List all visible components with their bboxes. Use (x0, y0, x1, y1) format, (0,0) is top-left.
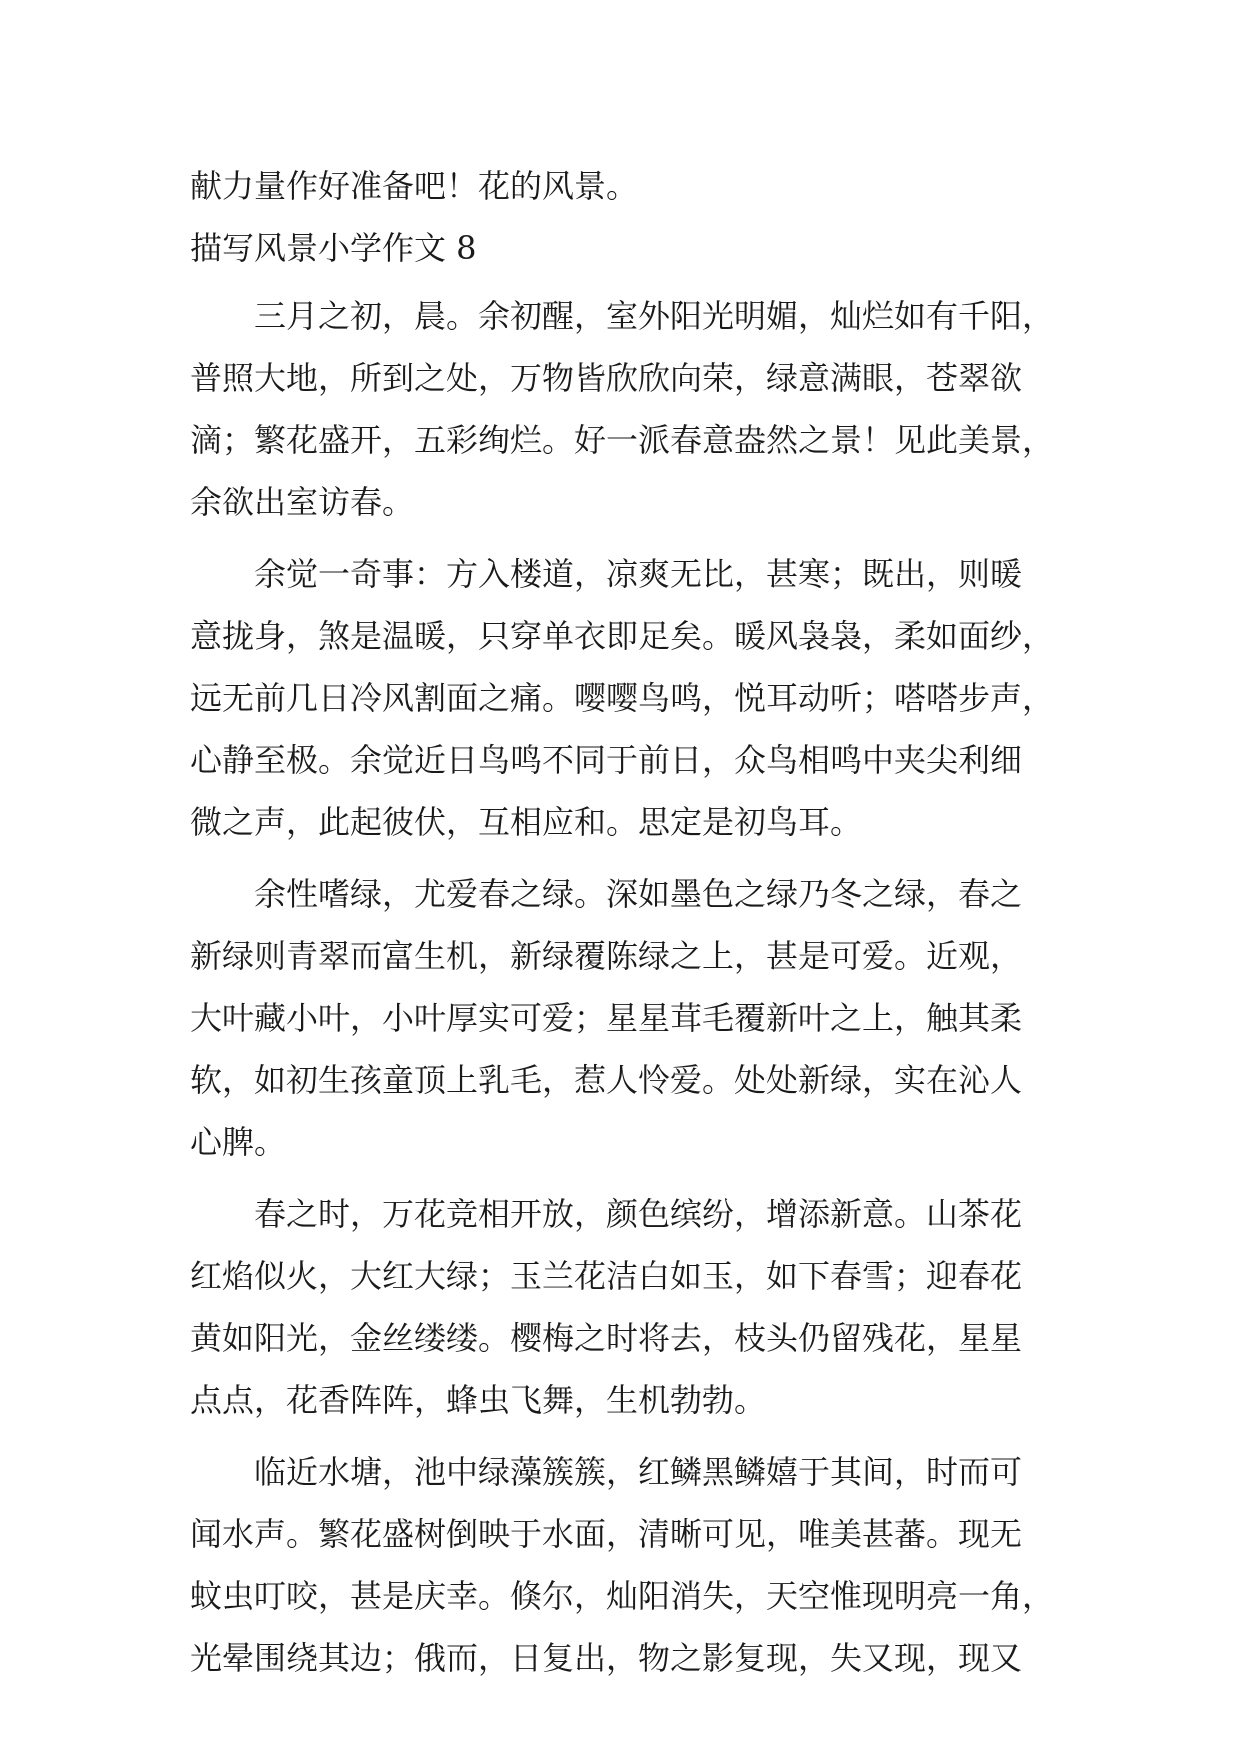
intro-line: 献力量作好准备吧！花的风景。 (190, 167, 639, 205)
paragraph-line: 心脾。 (190, 1123, 287, 1161)
paragraph-line: 闻水声。繁花盛树倒映于水面，清晰可见，唯美甚蕃。现无 (190, 1515, 1023, 1553)
paragraph-line: 新绿则青翠而富生机，新绿覆陈绿之上，甚是可爱。近观， (190, 937, 1023, 975)
paragraph-line: 远无前几日冷风割面之痛。嘤嘤鸟鸣，悦耳动听；嗒嗒步声， (190, 679, 1055, 717)
paragraph (190, 543, 1055, 853)
paragraph-line: 滴；繁花盛开，五彩绚烂。好一派春意盎然之景！见此美景， (190, 421, 1055, 459)
paragraph (190, 863, 1050, 1173)
paragraph (190, 1441, 1055, 1689)
paragraph-line: 黄如阳光，金丝缕缕。樱梅之时将去，枝头仍留残花，星星 (190, 1319, 1023, 1357)
paragraph-line: 春之时，万花竞相开放，颜色缤纷，增添新意。山茶花 (254, 1195, 1023, 1233)
paragraph-list (190, 285, 1055, 1689)
paragraph-line: 光晕围绕其边；俄而，日复出，物之影复现，失又现，现又 (190, 1639, 1023, 1677)
paragraph-line: 软，如初生孩童顶上乳毛，惹人怜爱。处处新绿，实在沁人 (190, 1061, 1023, 1099)
essay-heading: 描写风景小学作文 8 (190, 229, 477, 267)
paragraph-line: 普照大地，所到之处，万物皆欣欣向荣，绿意满眼，苍翠欲 (190, 359, 1023, 397)
paragraph-line: 点点，花香阵阵，蜂虫飞舞，生机勃勃。 (190, 1381, 767, 1419)
paragraph-line: 余性嗜绿，尤爱春之绿。深如墨色之绿乃冬之绿，春之 (254, 875, 1023, 913)
paragraph-line: 蚊虫叮咬，甚是庆幸。倏尔，灿阳消失，天空惟现明亮一角， (190, 1577, 1055, 1615)
document-body (190, 155, 1055, 1699)
paragraph-line: 大叶藏小叶，小叶厚实可爱；星星茸毛覆新叶之上，触其柔 (190, 999, 1023, 1037)
paragraph-line: 意拢身，煞是温暖，只穿单衣即足矣。暖风袅袅，柔如面纱， (190, 617, 1055, 655)
paragraph-line: 三月之初，晨。余初醒，室外阳光明媚，灿烂如有千阳， (254, 297, 1055, 335)
paragraph (190, 285, 1055, 533)
paragraph-line: 微之声，此起彼伏，互相应和。思定是初鸟耳。 (190, 803, 863, 841)
paragraph (190, 1183, 1050, 1431)
paragraph-line: 心静至极。余觉近日鸟鸣不同于前日，众鸟相鸣中夹尖利细 (190, 741, 1023, 779)
paragraph-line: 红焰似火，大红大绿；玉兰花洁白如玉，如下春雪；迎春花 (190, 1257, 1023, 1295)
paragraph-line: 余觉一奇事：方入楼道，凉爽无比，甚寒；既出，则暖 (254, 555, 1023, 593)
paragraph-line: 余欲出室访春。 (190, 483, 415, 521)
paragraph-line: 临近水塘，池中绿藻簇簇，红鳞黑鳞嬉于其间，时而可 (254, 1453, 1023, 1491)
